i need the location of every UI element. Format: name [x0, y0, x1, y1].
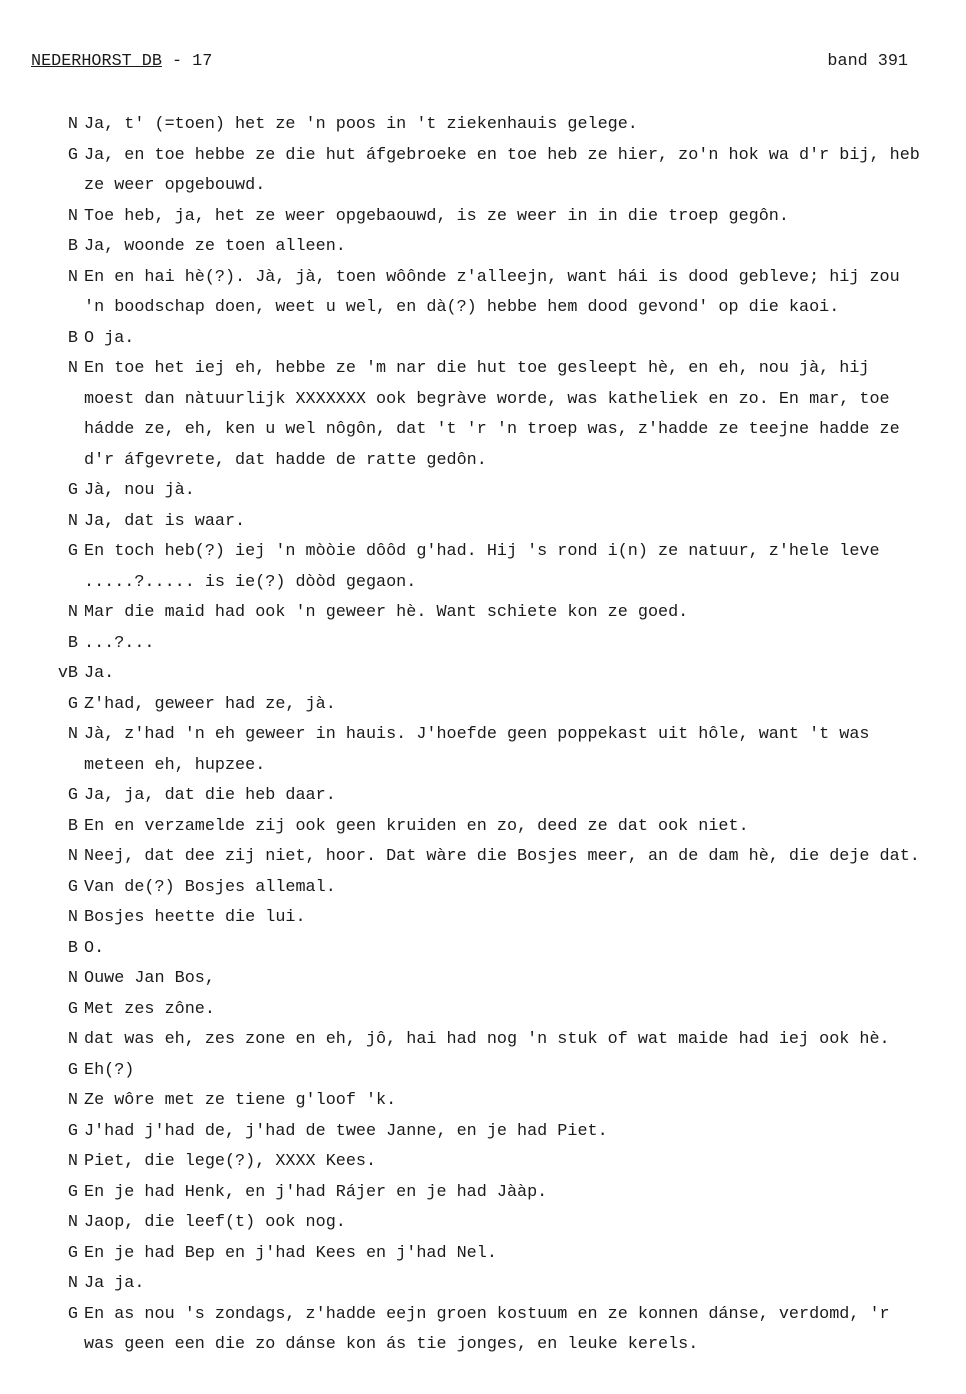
page-number: - 17: [172, 52, 213, 71]
transcript-line: [50, 1300, 962, 1331]
transcript-line: [50, 1208, 962, 1239]
transcript-line: [50, 171, 962, 202]
transcript-line: [50, 385, 962, 416]
speaker-label: N: [67, 359, 78, 378]
speaker-label: N: [67, 603, 78, 622]
band-number: band 391: [827, 52, 908, 71]
speaker-label: G: [67, 786, 78, 805]
speaker-label: G: [67, 481, 78, 500]
utterance-text: ...?...: [84, 633, 155, 653]
speaker-label: N: [67, 115, 78, 134]
transcript-line: [50, 141, 962, 172]
utterance-text: Bosjes heette die lui.: [84, 908, 306, 927]
utterance-text: meteen eh, hupzee.: [84, 755, 266, 775]
utterance-text: En toch heb(?) iej 'n mòòie dôôd g'had. Hij 's rond i(n) ze natuur, z'hele leve: [84, 542, 880, 561]
utterance-text: ze weer opgebouwd.: [84, 176, 266, 195]
speaker-label: G: [67, 1304, 78, 1324]
speaker-label: B: [67, 633, 78, 653]
utterance-text: Piet, die lege(?), XXXX Kees.: [84, 1152, 377, 1171]
utterance-text: O.: [84, 938, 105, 958]
speaker-label: G: [67, 1243, 78, 1263]
transcript-line: [50, 1117, 962, 1148]
transcript-line: [50, 293, 962, 324]
utterance-text: En je had Henk, en j'had Rájer en je had Jààp.: [84, 1182, 548, 1202]
transcript-line: [50, 110, 962, 141]
speaker-label: vB: [57, 664, 78, 683]
utterance-text: Jaop, die leef(t) ook nog.: [84, 1213, 346, 1232]
transcript-body: [50, 110, 962, 1361]
utterance-text: Ja, dat is waar.: [84, 511, 246, 531]
transcript-line: [50, 842, 962, 873]
speaker-label: G: [67, 145, 78, 165]
transcript-line: [50, 354, 962, 385]
utterance-text: moest dan nàtuurlijk XXXXXXX ook begràve worde, was katheliek en zo. En mar, toe: [84, 389, 890, 409]
utterance-text: En en verzamelde zij ook geen kruiden en zo, deed ze dat ook niet.: [84, 816, 749, 836]
transcript-line: [50, 507, 962, 538]
utterance-text: d'r áfgevrete, dat hadde de ratte gedôn.: [84, 450, 487, 470]
transcript-line: [50, 232, 962, 263]
transcript-line: [50, 1025, 962, 1056]
utterance-text: En as nou 's zondags, z'hadde eejn groen kostuum en ze konnen dánse, verdomd, 'r: [84, 1304, 890, 1324]
utterance-text: Ouwe Jan Bos,: [84, 969, 215, 988]
speaker-label: N: [67, 267, 78, 287]
speaker-label: N: [67, 511, 78, 531]
utterance-text: En toe het iej eh, hebbe ze 'm nar die hut toe gesleept hè, en eh, nou jà, hij: [84, 359, 870, 378]
utterance-text: .....?..... is ie(?) dòòd gegaon.: [84, 572, 417, 592]
transcript-line: [50, 1147, 962, 1178]
utterance-text: was geen een die zo dánse kon ás tie jonges, en leuke kerels.: [84, 1335, 699, 1354]
utterance-text: Van de(?) Bosjes allemal.: [84, 877, 336, 897]
utterance-text: dat was eh, zes zone en eh, jô, hai had nog 'n stuk of wat maide had iej ook hè.: [84, 1030, 890, 1049]
utterance-text: Ja.: [84, 664, 115, 683]
utterance-text: En je had Bep en j'had Kees en j'had Nel.: [84, 1243, 497, 1263]
utterance-text: Ze wôre met ze tiene g'loof 'k.: [84, 1091, 397, 1110]
speaker-label: N: [67, 908, 78, 927]
speaker-label: B: [67, 816, 78, 836]
transcript-line: [50, 720, 962, 751]
transcript-line: [50, 1086, 962, 1117]
transcript-line: [50, 659, 962, 690]
speaker-label: G: [67, 694, 78, 714]
transcript-line: [50, 964, 962, 995]
utterance-text: hádde ze, eh, ken u wel nôgôn, dat 't 'r 'n troep was, z'hadde ze teejne hadde ze: [84, 420, 900, 439]
utterance-text: J'had j'had de, j'had de twee Janne, en je had Piet.: [84, 1121, 608, 1141]
utterance-text: Ja ja.: [84, 1274, 145, 1293]
transcript-line: [50, 1239, 962, 1270]
utterance-text: Ja, ja, dat die heb daar.: [84, 786, 336, 805]
transcript-line: [50, 1269, 962, 1300]
utterance-text: Jà, z'had 'n eh geweer in hauis. J'hoefde geen poppekast uit hôle, want 't was: [84, 725, 870, 744]
transcript-line: [50, 751, 962, 782]
transcript-line: [50, 995, 962, 1026]
transcript-line: [50, 1330, 962, 1361]
transcript-line: [50, 415, 962, 446]
utterance-text: Met zes zône.: [84, 999, 215, 1019]
document-title: NEDERHORST DB: [31, 52, 162, 71]
transcript-line: [50, 202, 962, 233]
transcript-line: [50, 812, 962, 843]
utterance-text: Eh(?): [84, 1060, 135, 1080]
transcript-line: [50, 629, 962, 660]
utterance-text: En en hai hè(?). Jà, jà, toen wôônde z'alleejn, want hái is dood gebleve; hij zou: [84, 267, 900, 287]
utterance-text: Ja, en toe hebbe ze die hut áfgebroеke en toe heb ze hier, zo'n hok wa d'r bij, heb: [84, 145, 920, 165]
transcript-line: [50, 690, 962, 721]
page-header: [31, 52, 908, 76]
transcript-line: [50, 1056, 962, 1087]
speaker-label: G: [67, 1182, 78, 1202]
transcript-line: [50, 903, 962, 934]
transcript-line: [50, 324, 962, 355]
transcript-line: [50, 568, 962, 599]
speaker-label: G: [67, 877, 78, 897]
transcript-line: [50, 537, 962, 568]
utterance-text: Toe heb, ja, het ze weer opgebaouwd, is ze weer in in die troep gegôn.: [84, 206, 789, 226]
utterance-text: Mar die maid had ook 'n geweer hè. Want schiete kon ze goed.: [84, 603, 689, 622]
speaker-label: N: [67, 206, 78, 226]
speaker-label: N: [67, 1030, 78, 1049]
speaker-label: G: [67, 1121, 78, 1141]
speaker-label: B: [67, 938, 78, 958]
speaker-label: G: [67, 542, 78, 561]
transcript-line: [50, 934, 962, 965]
speaker-label: B: [67, 237, 78, 256]
speaker-label: N: [67, 1274, 78, 1293]
speaker-label: G: [67, 1060, 78, 1080]
speaker-label: N: [67, 1091, 78, 1110]
utterance-text: Neej, dat dee zij niet, hoor. Dat wàre die Bosjes meer, an de dam hè, die deje dat.: [84, 847, 920, 866]
speaker-label: N: [67, 969, 78, 988]
utterance-text: Z'had, geweer had ze, jà.: [84, 694, 336, 714]
speaker-label: G: [67, 999, 78, 1019]
transcript-line: [50, 476, 962, 507]
speaker-label: B: [67, 328, 78, 348]
speaker-label: N: [67, 1152, 78, 1171]
utterance-text: O ja.: [84, 328, 135, 348]
transcript-line: [50, 873, 962, 904]
transcript-line: [50, 446, 962, 477]
speaker-label: N: [67, 847, 78, 866]
utterance-text: Jà, nou jà.: [84, 481, 195, 500]
utterance-text: 'n boodschap doen, weet u wel, en dà(?) hebbe hem dood gevond' op die kaoi.: [84, 298, 840, 317]
utterance-text: Ja, t' (=toen) het ze 'n poos in 't ziekenhauis gelege.: [84, 115, 638, 134]
speaker-label: N: [67, 1213, 78, 1232]
header-left: [31, 52, 212, 71]
transcript-line: [50, 1178, 962, 1209]
transcript-line: [50, 598, 962, 629]
transcript-line: [50, 263, 962, 294]
utterance-text: Ja, woonde ze toen alleen.: [84, 237, 346, 256]
speaker-label: N: [67, 725, 78, 744]
transcript-line: [50, 781, 962, 812]
